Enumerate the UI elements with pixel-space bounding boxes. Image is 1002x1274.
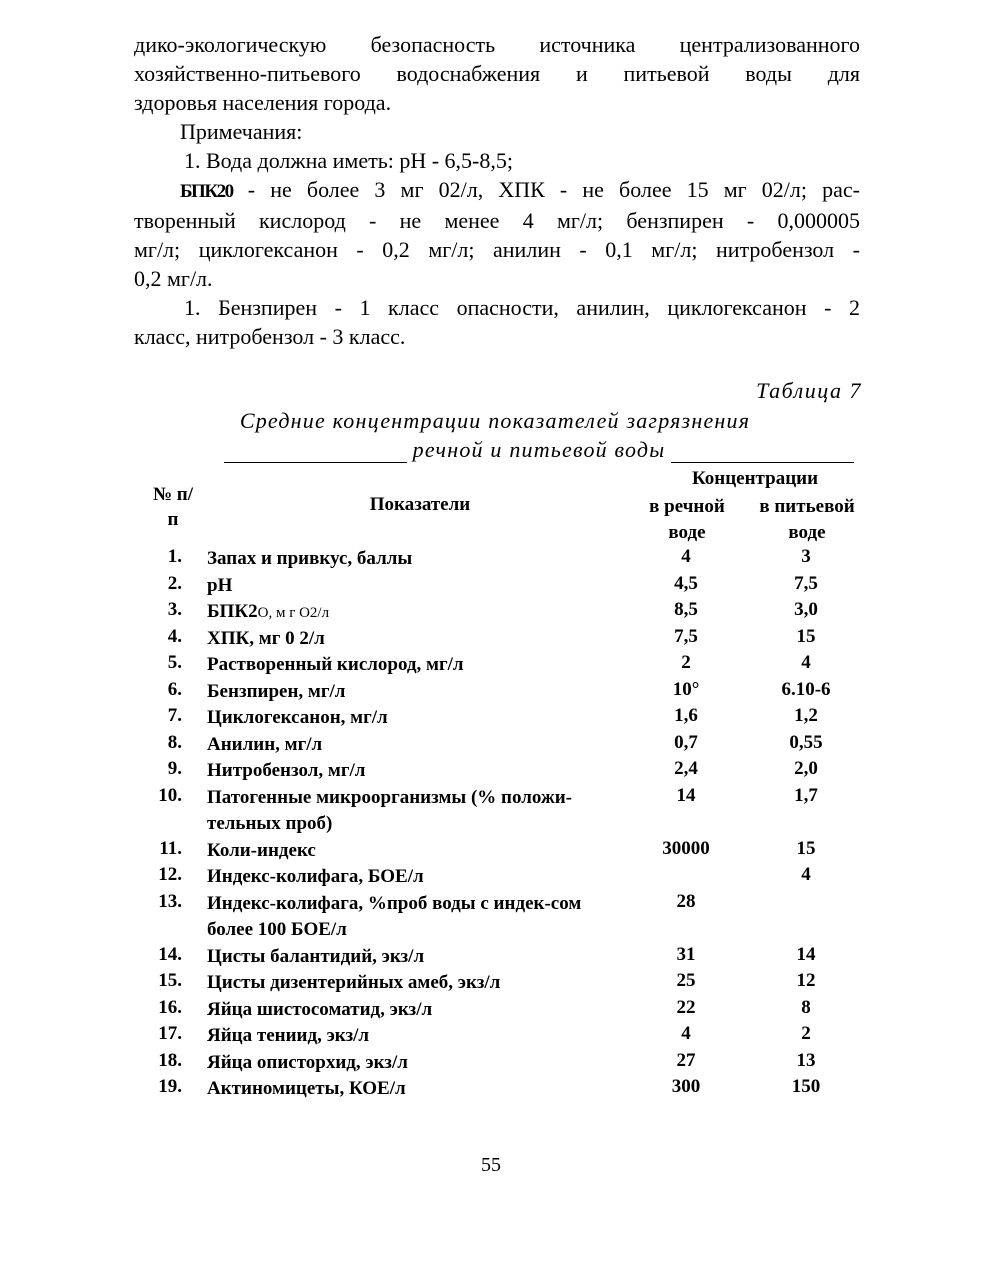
intro-line-2: хозяйственно-питьевого водоснабжения и питьевой воды для — [134, 61, 860, 86]
row-number: 8. — [167, 731, 182, 753]
page-number: 55 — [481, 1154, 501, 1176]
row-number: 11. — [159, 837, 182, 859]
row-river-value: 25 — [676, 970, 696, 991]
table-row — [0, 838, 1002, 865]
table-caption-line-2 — [224, 437, 854, 463]
caption-underline-left — [224, 440, 407, 463]
row-number: 7. — [167, 705, 182, 726]
header-river: в речной воде — [649, 496, 725, 543]
row-drinking-value: 13 — [796, 1049, 816, 1071]
row-drinking-value: 7,5 — [794, 572, 818, 594]
row-indicator: Растворенный кислород, мг/л — [207, 654, 464, 675]
row-drinking-value: 2,0 — [794, 758, 818, 779]
row-river-value: 1,6 — [674, 705, 698, 726]
caption-underline-right — [671, 440, 854, 463]
row-indicator: Коли-индекс — [207, 839, 316, 861]
row-number: 18. — [158, 1049, 182, 1071]
row-indicator — [207, 599, 617, 627]
note-class-line-1: 1. Бензпирен - 1 класс опасности, анилин, циклогексанон - 2 — [184, 295, 860, 320]
row-indicator: pH — [207, 574, 233, 596]
row-river-value: 4 — [681, 1023, 691, 1044]
table-row — [0, 1023, 1002, 1050]
row-river-value: 10° — [672, 678, 700, 700]
row-number: 3. — [167, 599, 182, 620]
row-drinking-value: 1,2 — [794, 705, 818, 726]
row-river-value: 27 — [676, 1049, 696, 1071]
row-number: 10. — [158, 784, 182, 806]
row-number: 2. — [167, 572, 182, 594]
row-number: 9. — [167, 758, 182, 779]
table-row — [0, 1050, 1002, 1077]
row-number: 16. — [158, 996, 182, 1018]
table-caption-line-1: Средние концентрации показателей загрязнения — [239, 408, 751, 433]
row-river-value: 300 — [671, 1076, 701, 1097]
row-drinking-value: 150 — [791, 1076, 821, 1097]
bpk-text: - не более 3 мг 02/л, ХПК - не более 15 мг 02/л; рас- — [232, 177, 860, 202]
intro-line-3: здоровья населения города. — [134, 90, 392, 115]
row-drinking-value: 12 — [796, 970, 816, 991]
intro-line-1: дико-экологическую безопасность источника централизованного — [134, 32, 860, 57]
table-number: Таблица 7 — [756, 378, 862, 403]
row-number: 4. — [167, 625, 182, 647]
table-row — [0, 864, 1002, 891]
row-number: 1. — [167, 546, 182, 567]
table-row — [0, 679, 1002, 706]
table-row — [0, 705, 1002, 732]
table-row — [0, 944, 1002, 971]
row-river-value: 2,4 — [674, 758, 698, 779]
row-indicator: Цисты дизентерийных амеб, экз/л — [207, 972, 501, 993]
row-indicator: Цисты балантидий, экз/л — [207, 945, 425, 967]
header-drinking: в питьевой воде — [759, 496, 855, 543]
row-drinking-value: 15 — [796, 837, 816, 859]
row-number: 17. — [158, 1023, 182, 1044]
row-number: 12. — [158, 864, 182, 885]
row-river-value: 22 — [676, 996, 696, 1018]
table-row — [0, 599, 1002, 626]
table-row — [0, 891, 1002, 944]
row-indicator: Патогенные микроорганизмы (% положи-тельных проб) — [207, 786, 572, 834]
row-number: 13. — [158, 890, 182, 912]
table-body — [0, 546, 1002, 1103]
row-river-value: 4 — [681, 546, 691, 567]
row-drinking-value: 3 — [801, 546, 811, 567]
row-number: 19. — [158, 1076, 182, 1097]
row-indicator: ХПК, мг 0 2/л — [207, 627, 325, 649]
row-drinking-value: 4 — [801, 864, 811, 885]
table-row — [0, 652, 1002, 679]
bpk-label: БПК20 — [180, 181, 233, 202]
table-row — [0, 732, 1002, 759]
row-indicator: Нитробензол, мг/л — [207, 760, 366, 781]
row-drinking-value: 2 — [801, 1023, 811, 1044]
row-drinking-value: 14 — [796, 943, 816, 965]
row-drinking-value: 15 — [796, 625, 816, 647]
row-river-value: 8,5 — [674, 599, 698, 620]
row-indicator: Циклогексанон, мг/л — [207, 707, 388, 728]
header-concentrations: Концентрации — [691, 468, 819, 489]
row-number: 14. — [158, 943, 182, 965]
row-river-value: 14 — [676, 784, 696, 806]
row-drinking-value: 6.10-6 — [781, 678, 831, 700]
note-bpk-line-4: 0,2 мг/л. — [134, 266, 213, 291]
table-row — [0, 970, 1002, 997]
row-drinking-value: 8 — [801, 996, 811, 1018]
note-bpk-line-3: мг/л; циклогексанон - 0,2 мг/л; анилин - 0,1 мг/л; нитробензол - — [134, 237, 860, 262]
row-indicator: Бензпирен, мг/л — [207, 680, 346, 702]
row-river-value: 4,5 — [674, 572, 698, 594]
row-indicator: Актиномицеты, КОЕ/л — [207, 1078, 406, 1099]
row-indicator: Анилин, мг/л — [207, 733, 323, 755]
row-indicator: Индекс-колифага, БОЕ/л — [207, 866, 424, 887]
row-river-value: 28 — [676, 890, 696, 912]
table-row — [0, 573, 1002, 600]
row-drinking-value: 1,7 — [794, 784, 818, 806]
row-river-value: 30000 — [662, 837, 710, 859]
intro-paragraph — [134, 30, 860, 117]
row-indicator: Запах и привкус, баллы — [207, 548, 413, 569]
row-river-value: 31 — [676, 943, 696, 965]
row-number: 5. — [167, 652, 182, 673]
row-indicator-unit: О, м г О2/л — [257, 605, 330, 621]
table-row — [0, 785, 1002, 838]
row-indicator: Яйца тениид, экз/л — [207, 1025, 370, 1046]
table-row — [0, 758, 1002, 785]
header-indicator: Показатели — [369, 494, 471, 515]
row-indicator: Яйца шистосоматид, экз/л — [207, 998, 433, 1020]
note-bpk-line-2: творенный кислород - не менее 4 мг/л; бензпирен - 0,000005 — [134, 208, 860, 233]
row-indicator: Яйца описторхид, экз/л — [207, 1051, 408, 1073]
table-row — [0, 997, 1002, 1024]
header-num: № п/п — [152, 484, 194, 530]
note-bpk-line-1 — [134, 175, 860, 206]
row-drinking-value: 3,0 — [794, 599, 818, 620]
note-ph: 1. Вода должна иметь: pH - 6,5-8,5; — [184, 148, 513, 173]
notes-section — [134, 117, 860, 351]
notes-heading: Примечания: — [180, 119, 303, 144]
note-class-line-2: класс, нитробензол - 3 класс. — [134, 324, 406, 349]
row-drinking-value: 4 — [801, 652, 811, 673]
row-indicator: Индекс-колифага, %проб воды с индек-сом более 100 БОЕ/л — [207, 892, 582, 940]
row-drinking-value: 0,55 — [789, 731, 823, 753]
row-number: 15. — [158, 970, 182, 991]
table-row — [0, 1076, 1002, 1103]
row-river-value: 7,5 — [674, 625, 698, 647]
row-river-value: 2 — [681, 652, 691, 673]
table-row — [0, 626, 1002, 653]
row-indicator-main: БПК2 — [207, 601, 258, 622]
caption-text: речной и питьевой воды — [412, 437, 666, 462]
row-number: 6. — [167, 678, 182, 700]
row-river-value: 0,7 — [674, 731, 698, 753]
table-row — [0, 546, 1002, 573]
